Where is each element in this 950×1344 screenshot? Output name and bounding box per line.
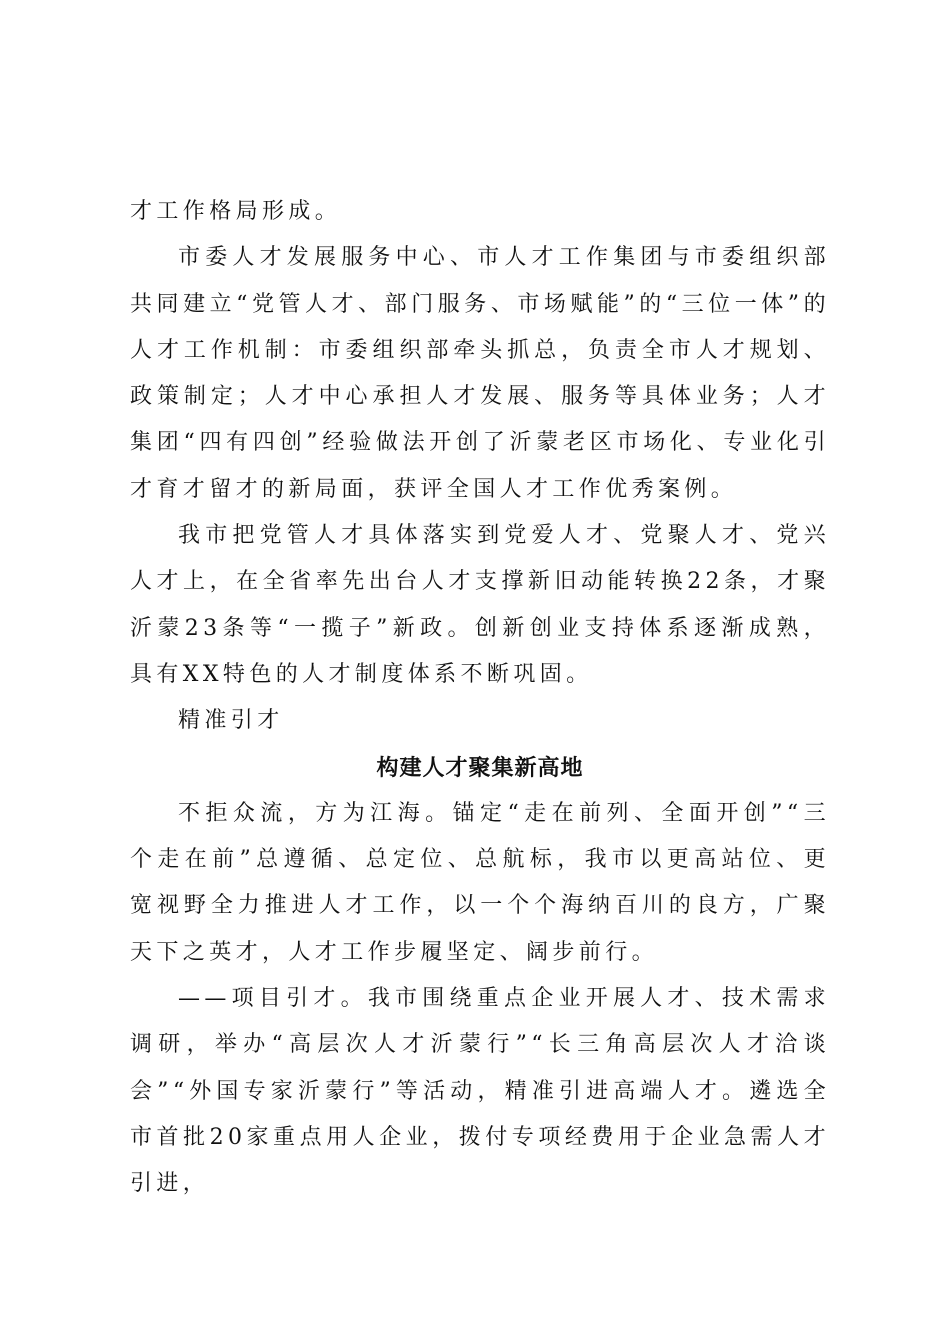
paragraph-continuation: 才工作格局形成。 (130, 199, 342, 224)
paragraph-project-recruitment: ——项目引才。我市围绕重点企业开展人才、技术需求调研，举办“高层次人才沂蒙行”“长三角高层次人才洽谈会”“外国专家沂蒙行”等活动，精准引进高端人才。遴选全市首批20家重点用人企业，拨付专项经费用于企业急需人才引进， (130, 986, 830, 1197)
paragraph-talent-mechanism: 市委人才发展服务中心、市人才工作集团与市委组织部共同建立“党管人才、部门服务、市场赋能”的“三位一体”的人才工作机制：市委组织部牵头抓总，负责全市人才规划、政策制定；人才中心承担人才发展、服务等具体业务；人才集团“四有四创”经验做法开创了沂蒙老区市场化、专业化引才育才留才的新局面，获评全国人才工作优秀案例。 (130, 245, 830, 502)
paragraph-precise-recruitment: 精准引才 (178, 708, 284, 734)
paragraph-talent-policy: 我市把党管人才具体落实到党爱人才、党聚人才、党兴人才上，在全省率先出台人才支撑新旧动能转换22条，才聚沂蒙23条等“一揽子”新政。创新创业支持体系逐渐成熟，具有XX特色的人才制度体系不断巩固。 (130, 523, 830, 687)
paragraph-gather-talent: 不拒众流，方为江海。锚定“走在前列、全面开创”“三个走在前”总遵循、总定位、总航标，我市以更高站位、更宽视野全力推进人才工作，以一个个海纳百川的良方，广聚天下之英才，人才工作步履坚定、阔步前行。 (130, 800, 830, 965)
document-body (130, 189, 830, 1208)
section-heading: 构建人才聚集新高地 (376, 754, 584, 781)
